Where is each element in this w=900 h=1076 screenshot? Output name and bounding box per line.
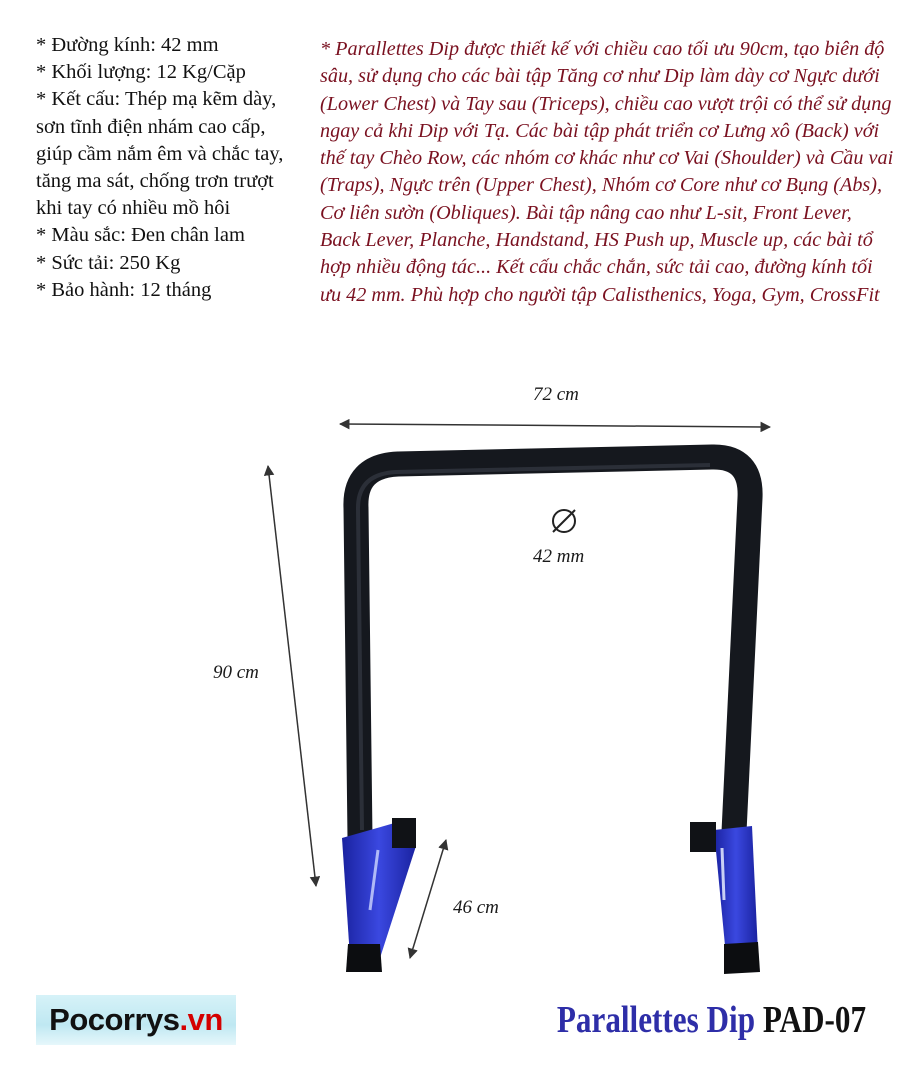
brand-name: Pocorrys	[49, 1002, 180, 1037]
brand-tld: .vn	[179, 1002, 223, 1037]
height-arrow	[268, 466, 316, 886]
product-name: Parallettes Dip	[556, 999, 755, 1041]
left-base	[342, 818, 416, 972]
spec-structure: * Kết cấu: Thép mạ kẽm dày, sơn tĩnh điện nhám cao cấp, giúp cầm nắm êm và chắc tay, tăng ma sát, chống trơn trượt khi tay có nhiều mồ hôi	[36, 88, 284, 220]
spec-color: * Màu sắc: Đen chân lam	[36, 224, 245, 247]
brand-logo	[36, 995, 236, 1045]
spec-diameter: * Đường kính: 42 mm	[36, 34, 219, 56]
product-title	[557, 998, 866, 1042]
product-description: * Parallettes Dip được thiết kế với chiều cao tối ưu 90cm, tạo biên độ sâu, sử dụng cho các bài tập Tăng cơ như Dip làm dày cơ Ngực dưới (Lower Chest) và Tay sau (Triceps), chiều cao vượt trội có thể sử dụng ngay cả khi Dip với Tạ. Các bài tập phát triển cơ Lưng xô (Back) với thế tay Chèo Row, các nhóm cơ khác như cơ Vai (Shoulder) và Cầu vai (Traps), Ngực trên (Upper Chest), Nhóm cơ Core như cơ Bụng (Abs), Cơ liên sườn (Obliques). Bài tập nâng cao như L-sit, Front Lever, Back Lever, Planche, Handstand, HS Push up, Muscle up, các bài tổ hợp nhiều động tác... Kết cấu chắc chắn, sức tải cao, đường kính tối ưu 42 mm. Phù hợp cho người tập Calisthenics, Yoga, Gym, CrossFit	[320, 38, 894, 306]
product-model: PAD-07	[762, 999, 866, 1041]
diameter-label: 42 mm	[533, 546, 585, 567]
depth-arrow	[410, 840, 446, 958]
height-label: 90 cm	[213, 662, 259, 683]
width-arrow	[340, 424, 770, 427]
width-label: 72 cm	[533, 384, 579, 405]
spec-weight: * Khối lượng: 12 Kg/Cặp	[36, 61, 246, 84]
diameter-symbol-icon	[548, 505, 580, 537]
depth-label: 46 cm	[453, 897, 499, 918]
spec-load: * Sức tải: 250 Kg	[36, 251, 181, 274]
right-base	[690, 822, 760, 974]
spec-warranty: * Bảo hành: 12 tháng	[36, 278, 212, 301]
